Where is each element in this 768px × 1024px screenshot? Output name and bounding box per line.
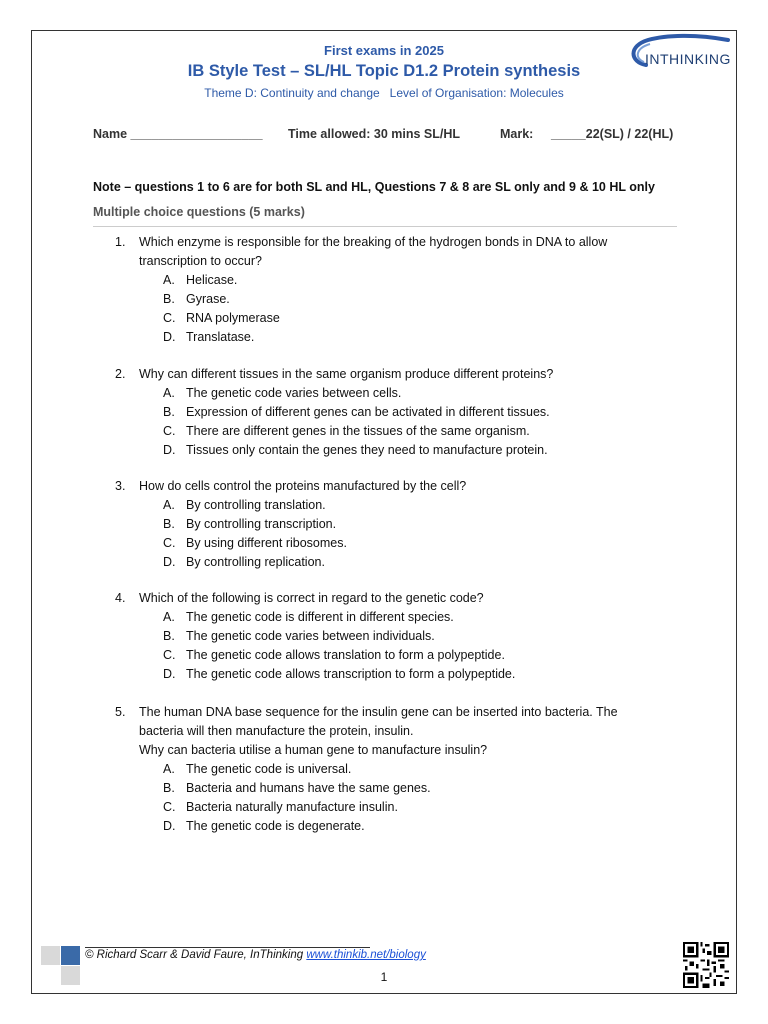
option-letter: A. <box>163 610 175 624</box>
option-letter: B. <box>163 781 175 795</box>
question-number: 5. <box>115 705 126 719</box>
mark-label: Mark: <box>500 127 534 141</box>
option-letter: A. <box>163 762 175 776</box>
section-heading: Multiple choice questions (5 marks) <box>93 205 305 219</box>
note: Note – questions 1 to 6 are for both SL and HL, Questions 7 & 8 are SL only and 9 & 10 HL only <box>93 180 655 194</box>
option-letter: D. <box>163 819 176 833</box>
option-letter: B. <box>163 629 175 643</box>
option-text: The genetic code varies between cells. <box>186 386 402 400</box>
question-text-line: The human DNA base sequence for the insulin gene can be inserted into bacteria. The <box>139 705 618 719</box>
option-letter: D. <box>163 330 176 344</box>
question-text-line: Which of the following is correct in regard to the genetic code? <box>139 591 484 605</box>
answer-option <box>163 496 675 515</box>
answer-option <box>163 384 675 403</box>
copyright-text: © Richard Scarr & David Faure, InThinking <box>85 949 307 961</box>
option-letter: C. <box>163 311 176 325</box>
page-title: IB Style Test – SL/HL Topic D1.2 Protein synthesis <box>187 62 581 80</box>
option-text: By controlling replication. <box>186 555 325 569</box>
first-exams-label: First exams in 2025 <box>324 43 444 58</box>
time-allowed: Time allowed: 30 mins SL/HL <box>288 127 461 141</box>
question-text-line: Which enzyme is responsible for the breaking of the hydrogen bonds in DNA to allow <box>139 235 608 249</box>
answer-option <box>163 328 675 347</box>
question-number: 1. <box>115 235 126 249</box>
option-letter: A. <box>163 273 175 287</box>
question-text-line: How do cells control the proteins manufactured by the cell? <box>139 479 467 493</box>
footer-link[interactable]: www.thinkib.net/biology <box>306 949 426 961</box>
mark-value: _____22(SL) / 22(HL) <box>551 127 674 141</box>
footer-square <box>41 946 60 965</box>
question-5 <box>115 703 675 836</box>
option-text: The genetic code allows translation to form a polypeptide. <box>186 648 505 662</box>
option-text: The genetic code allows transcription to form a polypeptide. <box>186 667 516 681</box>
answer-option <box>163 422 675 441</box>
question-number: 2. <box>115 367 126 381</box>
theme-line: Theme D: Continuity and change Level of Organisation: Molecules <box>204 86 564 100</box>
answer-option <box>163 309 675 328</box>
question-3 <box>115 477 675 572</box>
answer-option <box>163 779 675 798</box>
answer-option <box>163 553 675 572</box>
option-text: Tissues only contain the genes they need to manufacture protein. <box>186 443 548 457</box>
option-letter: B. <box>163 405 175 419</box>
option-text: Gyrase. <box>186 292 230 306</box>
option-text: The genetic code is different in different species. <box>186 610 454 624</box>
option-text: There are different genes in the tissues of the same organism. <box>186 424 530 438</box>
question-text-line: Why can bacteria utilise a human gene to manufacture insulin? <box>139 743 488 757</box>
option-text: RNA polymerase <box>186 311 280 325</box>
option-text: By controlling transcription. <box>186 517 337 531</box>
answer-option <box>163 760 675 779</box>
option-letter: B. <box>163 517 175 531</box>
option-text: Translatase. <box>186 330 255 344</box>
answer-option <box>163 290 675 309</box>
question-4 <box>115 589 675 684</box>
option-letter: D. <box>163 667 176 681</box>
name-field: Name ___________________ <box>93 127 263 141</box>
footer-copyright <box>85 949 426 961</box>
question-text-line: Why can different tissues in the same organism produce different proteins? <box>139 367 554 381</box>
option-letter: C. <box>163 424 176 438</box>
option-text: The genetic code is universal. <box>186 762 352 776</box>
option-letter: B. <box>163 292 175 306</box>
answer-option <box>163 817 675 836</box>
qr-code-icon <box>683 942 729 988</box>
option-text: Bacteria naturally manufacture insulin. <box>186 800 398 814</box>
answer-option <box>163 515 675 534</box>
answer-option <box>163 665 675 684</box>
option-letter: C. <box>163 648 176 662</box>
option-letter: C. <box>163 800 176 814</box>
option-letter: A. <box>163 386 175 400</box>
option-text: The genetic code varies between individuals. <box>186 629 435 643</box>
option-text: The genetic code is degenerate. <box>186 819 365 833</box>
option-text: Helicase. <box>186 273 238 287</box>
answer-option <box>163 534 675 553</box>
answer-option <box>163 403 675 422</box>
question-2 <box>115 365 675 460</box>
answer-option <box>163 441 675 460</box>
option-text: Bacteria and humans have the same genes. <box>186 781 431 795</box>
question-number: 3. <box>115 479 126 493</box>
answer-option <box>163 627 675 646</box>
question-1 <box>115 233 675 347</box>
option-text: Expression of different genes can be activated in different tissues. <box>186 405 550 419</box>
option-letter: C. <box>163 536 176 550</box>
footer-square <box>61 946 80 965</box>
option-letter: A. <box>163 498 175 512</box>
answer-option <box>163 271 675 290</box>
option-letter: D. <box>163 555 176 569</box>
logo-text: INTHINKING <box>645 51 731 67</box>
section-divider <box>93 226 677 227</box>
question-number: 4. <box>115 591 126 605</box>
question-text-line: bacteria will then manufacture the protein, insulin. <box>139 724 414 738</box>
answer-option <box>163 798 675 817</box>
option-text: By using different ribosomes. <box>186 536 347 550</box>
answer-option <box>163 646 675 665</box>
page-number: 1 <box>380 970 388 984</box>
answer-option <box>163 608 675 627</box>
footer-divider <box>85 947 370 948</box>
option-letter: D. <box>163 443 176 457</box>
option-text: By controlling translation. <box>186 498 326 512</box>
question-text-line: transcription to occur? <box>139 254 262 268</box>
